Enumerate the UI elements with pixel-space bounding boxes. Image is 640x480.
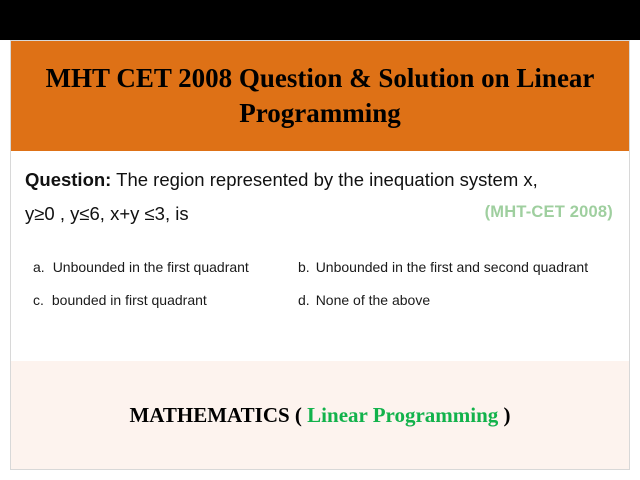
page-title: MHT CET 2008 Question & Solution on Linear Programming [45,63,595,128]
title-banner [11,41,629,151]
slide [0,40,640,480]
option-a-key: a. [33,259,45,275]
footer-prefix: MATHEMATICS ( [129,402,302,427]
exam-tag: (MHT-CET 2008) [484,203,613,221]
options-list [33,259,613,325]
option-c-key: c. [33,292,44,308]
option-a-label: Unbounded in the first quadrant [52,259,249,275]
options-row-1 [33,259,613,275]
question-text-line-2: y≥0 , y≤6, x+y ≤3, is [25,203,189,224]
option-b-key: b. [298,259,310,275]
option-c[interactable] [33,292,298,308]
option-b-label: Unbounded in the first and second quadrant [315,259,589,275]
footer-banner [11,361,629,469]
question-line-1 [25,169,617,190]
option-c-label: bounded in first quadrant [51,292,207,308]
footer-topic: Linear Programming [307,402,499,427]
option-a[interactable] [33,259,298,275]
footer-subject-line [129,403,510,428]
option-d-key: d. [298,292,310,308]
option-d-label: None of the above [315,292,431,308]
footer-suffix: ) [503,402,511,427]
slide-card [10,40,630,470]
option-b[interactable] [298,259,613,275]
options-row-2 [33,292,613,308]
question-text-line-1: The region represented by the inequation system x, [116,169,538,190]
question-area [11,151,629,361]
question-label: Question: [25,169,112,190]
option-d[interactable] [298,292,613,308]
